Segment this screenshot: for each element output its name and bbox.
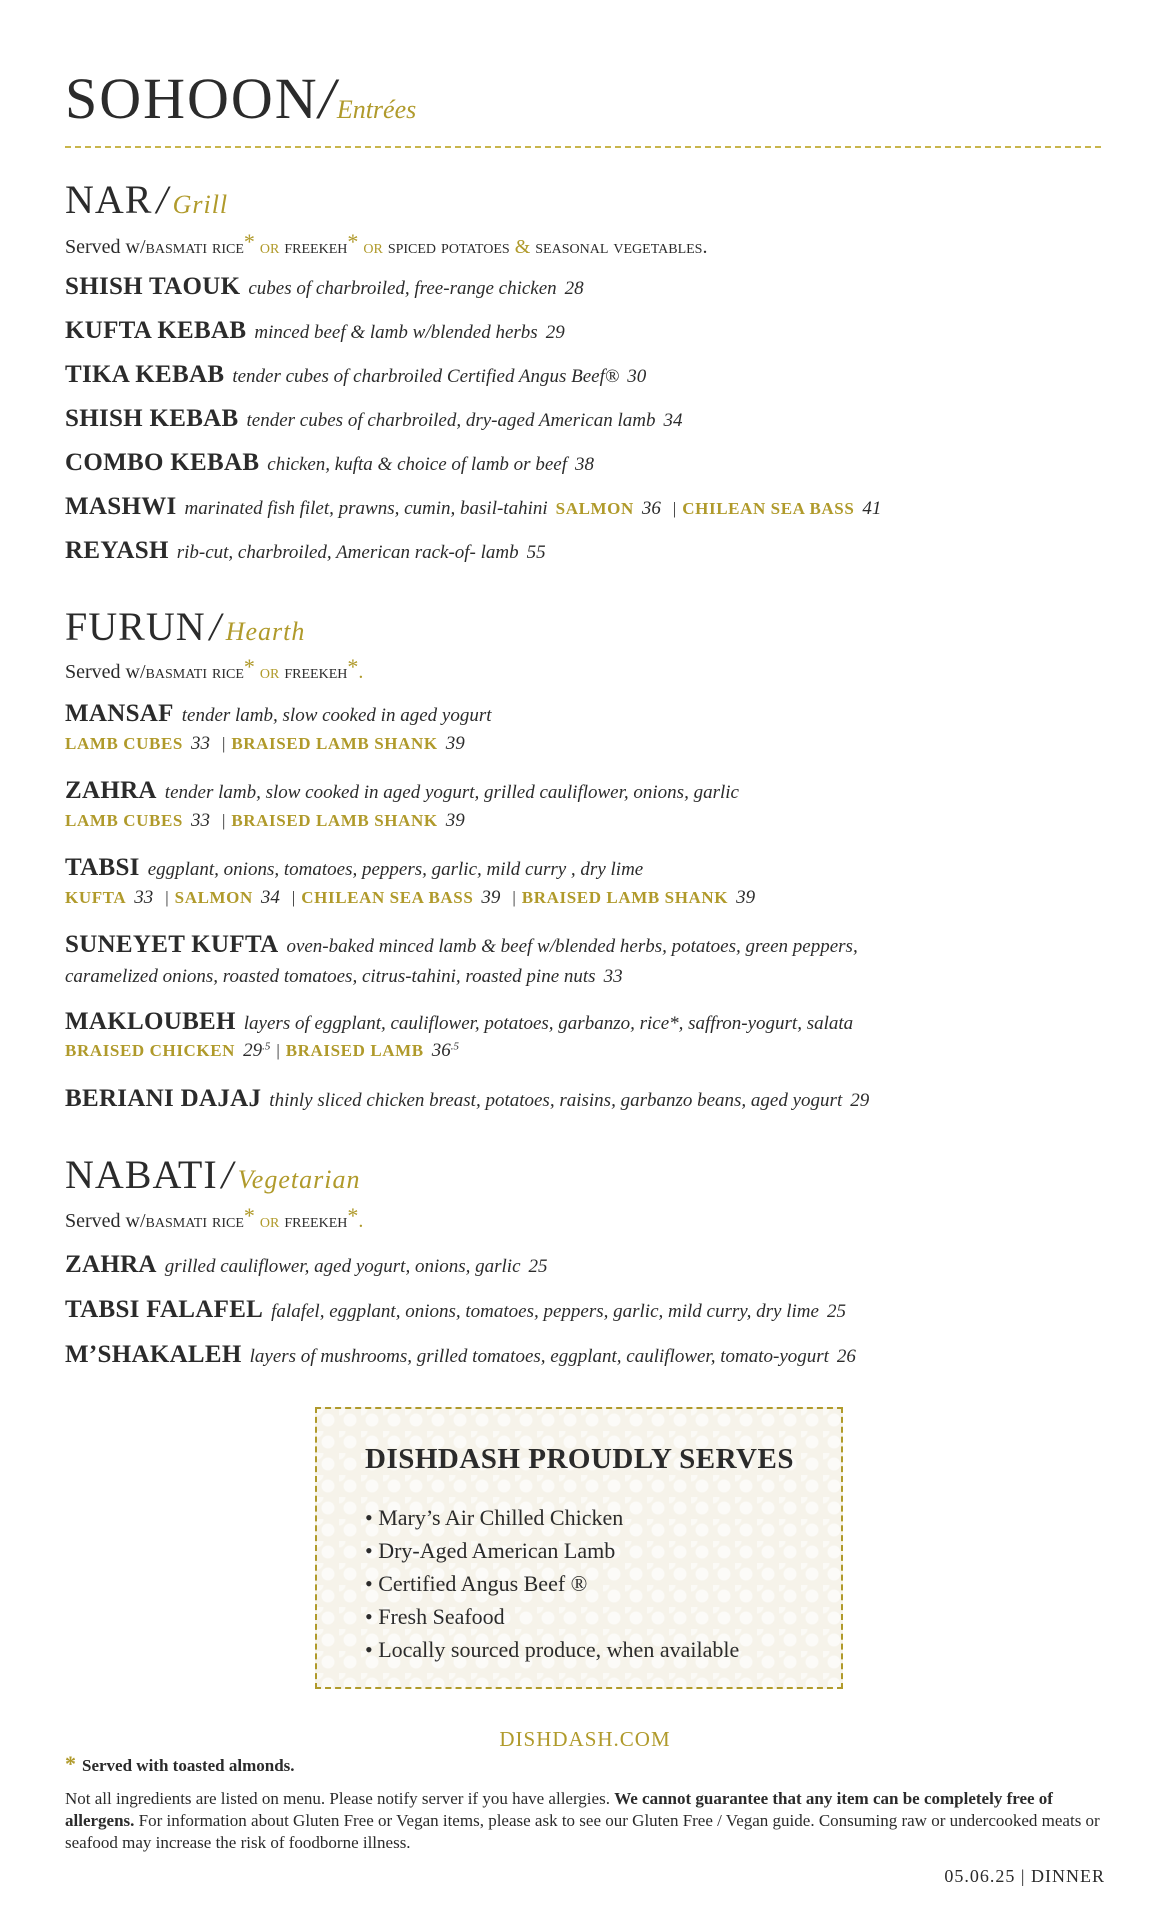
section-title-vegetarian: NABATI / Vegetarian [65, 1152, 361, 1197]
menu-item: SUNEYET KUFTA oven-baked minced lamb & beef w/blended herbs, potatoes, green peppers, [65, 931, 858, 958]
footnote: * Served with toasted almonds. [65, 1751, 295, 1776]
menu-item: SHISH TAOUK cubes of charbroiled, free-range chicken 28 [65, 273, 584, 300]
section-title-grill: NAR / Grill [65, 177, 229, 222]
menu-item: ZAHRA grilled cauliflower, aged yogurt, onions, garlic 25 [65, 1251, 548, 1278]
menu-item-options: LAMB CUBES 33 | BRAISED LAMB SHANK 39 [65, 733, 465, 754]
served-with-note: Served w/basmati rice* or freekeh* or spiced potatoes & seasonal vegetables. [65, 229, 708, 258]
menu-item-options: BRAISED CHICKEN $29^{.5}$ | BRAISED LAMB $36^{.5}$ [65, 1040, 459, 1061]
menu-item: BERIANI DAJAJ thinly sliced chicken breast, potatoes, raisins, garbanzo beans, aged yogurt 29 [65, 1085, 870, 1112]
menu-item-options: KUFTA 33 | SALMON 34 | CHILEAN SEA BASS 39 | BRAISED LAMB SHANK 39 [65, 887, 756, 908]
page-title: SOHOON/Entrées [65, 66, 417, 131]
served-with-note: Served w/basmati rice* or freekeh*. [65, 1203, 364, 1232]
menu-item: M’SHAKALEH layers of mushrooms, grilled tomatoes, eggplant, cauliflower, tomato-yogurt 26 [65, 1341, 856, 1368]
list-item: • Fresh Seafood [365, 1604, 505, 1629]
menu-item: COMBO KEBAB chicken, kufta & choice of lamb or beef 38 [65, 449, 594, 476]
menu-item: MAKLOUBEH layers of eggplant, cauliflower, potatoes, garbanzo, rice*, saffron-yogurt, salata [65, 1008, 854, 1035]
list-item: • Dry-Aged American Lamb [365, 1538, 616, 1563]
dashed-divider [65, 146, 1101, 148]
menu-date: 05.06.25 | DINNER [944, 1866, 1105, 1886]
menu-item: MANSAF tender lamb, slow cooked in aged yogurt [65, 700, 492, 727]
menu-item: TIKA KEBAB tender cubes of charbroiled Certified Angus Beef® 30 [65, 361, 647, 388]
menu-item-options: LAMB CUBES 33 | BRAISED LAMB SHANK 39 [65, 810, 465, 831]
menu-item: KUFTA KEBAB minced beef & lamb w/blended herbs 29 [65, 317, 565, 344]
allergen-disclaimer: Not all ingredients are listed on menu. Please notify server if you have allergies. We cannot guarantee that any item can be completely free of allergens. For information about Gluten Free or Vegan items, please ask to see our Gluten Free / Vegan guide. Consuming raw or undercooked meats or seafood may increase the risk of foodborne illness. [65, 1789, 1100, 1852]
list-item: • Certified Angus Beef ® [365, 1571, 588, 1596]
list-item: • Mary’s Air Chilled Chicken [365, 1505, 624, 1530]
section-title-hearth: FURUN / Hearth [65, 604, 306, 649]
menu-item-description-cont: caramelized onions, roasted tomatoes, citrus-tahini, roasted pine nuts 33 [65, 966, 623, 987]
menu-item: TABSI FALAFEL falafel, eggplant, onions, tomatoes, peppers, garlic, mild curry, dry lime 25 [65, 1296, 846, 1323]
menu-item: ZAHRA tender lamb, slow cooked in aged yogurt, grilled cauliflower, onions, garlic [65, 777, 739, 804]
proudly-serves-list [365, 1501, 739, 1666]
menu-item: TABSI eggplant, onions, tomatoes, peppers, garlic, mild curry , dry lime [65, 854, 644, 881]
proudly-serves-title: DISHDASH PROUDLY SERVES [365, 1443, 794, 1475]
menu-item: MASHWI marinated fish filet, prawns, cumin, basil-tahini SALMON 36 | CHILEAN SEA BASS 41 [65, 493, 882, 520]
list-item: • Locally sourced produce, when available [365, 1637, 740, 1662]
website-link[interactable]: DISHDASH.COM [499, 1727, 671, 1751]
page-subtitle: Entrées [336, 95, 417, 124]
served-with-note: Served w/basmati rice* or freekeh*. [65, 654, 364, 683]
proudly-serves-box [315, 1407, 843, 1689]
menu-item: REYASH rib-cut, charbroiled, American rack-of- lamb 55 [65, 537, 546, 564]
menu-item: SHISH KEBAB tender cubes of charbroiled, dry-aged American lamb 34 [65, 405, 683, 432]
